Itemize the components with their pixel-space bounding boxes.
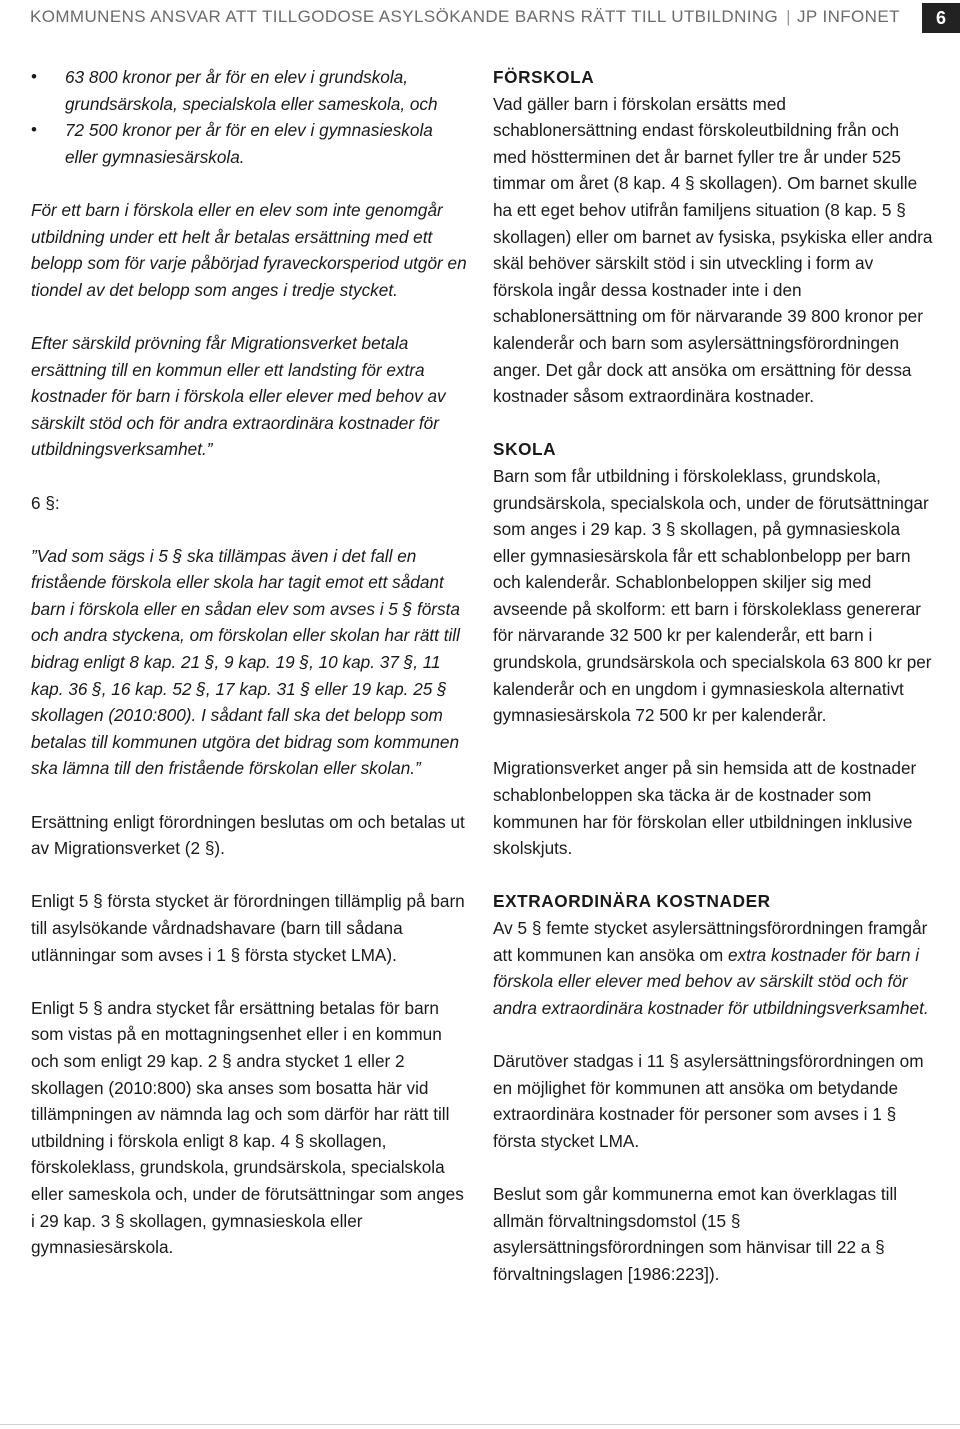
bullet-list — [31, 64, 467, 170]
paragraph: Vad gäller barn i förskolan ersätts med schablonersättning endast förskoleutbildning från och med höstterminen det år barnet fyller tre år under 525 timmar om året (8 kap. 4 § skollagen). Om barnet skulle ha ett eget behov utifrån familjens situation (8 kap. 5 § skollagen) eller om barnet av fysiska, psykiska eller andra skäl behöver särskilt stöd i sin utveckling i form av förskola ingår dessa kostnader inte i den schablonersättning om för närvarande 39 800 kronor per kalenderår och barn som asylersättningsförordningen anger. Det går dock att ansöka om ersättning för dessa kostnader såsom extraordinära kostnader. — [493, 93, 933, 407]
paragraph-quote-2: Efter särskild prövning får Migrationsverket betala ersättning till en kommun eller ett landsting för extra kostnader för barn i förskola eller elever med behov av särskilt stöd och för andra extraordinära kostnader för utbildningsverksamhet.” — [31, 332, 446, 460]
paragraph: Ersättning enligt förordningen beslutas om och betalas ut av Migrationsverket (2 §). — [31, 811, 465, 859]
paragraph: Enligt 5 § första stycket är förordningen tillämplig på barn till asylsökande vårdnadshavare (barn till sådana utlänningar som avses i 1 § första stycket LMA). — [31, 891, 465, 965]
left-column — [31, 64, 467, 1287]
paragraph-italic-quote: extra kostnader för barn i förskola eller elever med behov av särskilt stöd och för andra extraordinära kostnader för utbildningsverksamhet. — [493, 944, 929, 1018]
publisher-name: JP INFONET — [797, 7, 900, 26]
bullet-dot-icon: • — [31, 120, 37, 140]
paragraph: Enligt 5 § andra stycket får ersättning betalas för barn som vistas på en mottagningsenhet eller i en kommun och som enligt 29 kap. 2 § andra stycket 1 eller 2 skollagen (2010:800) ska anses som bosatta här vid tillämpningen av nämnda lag och som därför har rätt till utbildning i förskola enligt 8 kap. 4 § skollagen, förskoleklass, grundskola, grundsärskola, specialskola eller sameskola och, under de förutsättningar som anges i 29 kap. 3 § skollagen, gymnasieskola eller gymnasiesärskola. — [31, 997, 464, 1258]
section-heading-forskola: FÖRSKOLA — [493, 67, 595, 87]
section-label: 6 §: — [31, 492, 60, 513]
paragraph-lead: Av 5 § femte stycket asylersättningsförordningen framgår att kommunen kan ansöka om — [493, 918, 928, 965]
running-title: KOMMUNENS ANSVAR ATT TILLGODOSE ASYLSÖKANDE BARNS RÄTT TILL UTBILDNING — [30, 7, 779, 26]
page-header — [0, 0, 960, 38]
section-heading-skola: SKOLA — [493, 439, 557, 460]
paragraph-quote-3: ”Vad som sägs i 5 § ska tillämpas även i det fall en fristående förskola eller skola har tagit emot ett sådant barn i förskola eller en sådan elev som avses i 5 § första och andra styckena, om förskolan eller skolan har rätt till bidrag enligt 8 kap. 21 §, 9 kap. 19 §, 10 kap. 37 §, 11 kap. 36 §, 16 kap. 52 §, 17 kap. 31 § eller 19 kap. 25 § skollagen (2010:800). I sådant fall ska det belopp som betalas till kommunen utgöra det bidrag som kommunen ska lämna till den fristående förskolan eller skolan.” — [31, 545, 460, 779]
list-item: • 63 800 kronor per år för en elev i grundskola, grundsärskola, specialskola eller sameskola, och — [31, 64, 467, 117]
paragraph — [493, 915, 933, 1021]
bullet-dot-icon: • — [31, 67, 37, 86]
paragraph-quote-1: För ett barn i förskola eller en elev som inte genomgår utbildning under ett helt år betalas ersättning med ett belopp som för varje påbörjad fyraveckorsperiod utgör en tiondel av det belopp som anges i tredje stycket. — [31, 199, 467, 300]
section-heading-extraordinara: EXTRAORDINÄRA KOSTNADER — [493, 891, 771, 912]
header-text — [30, 7, 900, 27]
paragraph: Därutöver stadgas i 11 § asylersättningsförordningen om en möjlighet för kommunen att ansöka om betydande extraordinära kostnader för personer som avses i 1 § första stycket LMA. — [493, 1050, 924, 1151]
paragraph: Barn som får utbildning i förskoleklass, grundskola, grundsärskola, specialskola och, under de förutsättningar som anges i 29 kap. 3 § skollagen, på gymnasieskola eller gymnasiesärskola får ett schablonbelopp per barn och kalenderår. Schablonbeloppen skiljer sig med avseende på skolform: ett barn i förskoleklass genererar för närvarande 32 500 kr per kalenderår, ett barn i grundskola, grundsärskola och specialskola 63 800 kr per kalenderår och en ungdom i gymnasieskola alternativt gymnasiesärskola 72 500 kr per kalenderår. — [493, 465, 932, 726]
list-item: • 72 500 kronor per år för en elev i gymnasieskola eller gymnasiesärskola. — [31, 117, 467, 170]
footer-divider — [0, 1424, 960, 1425]
paragraph: Beslut som går kommunerna emot kan överklagas till allmän förvaltningsdomstol (15 § asylersättningsförordningen som hänvisar till 22 a § förvaltningslagen [1986:223]). — [493, 1183, 898, 1284]
page-number-badge: 6 — [922, 3, 960, 33]
right-column — [493, 64, 933, 1314]
header-separator: | — [786, 7, 791, 26]
paragraph: Migrationsverket anger på sin hemsida att de kostnader schablonbeloppen ska täcka är de kostnader som kommunen har för förskolan eller utbildningen inklusive skolskjuts. — [493, 758, 917, 859]
